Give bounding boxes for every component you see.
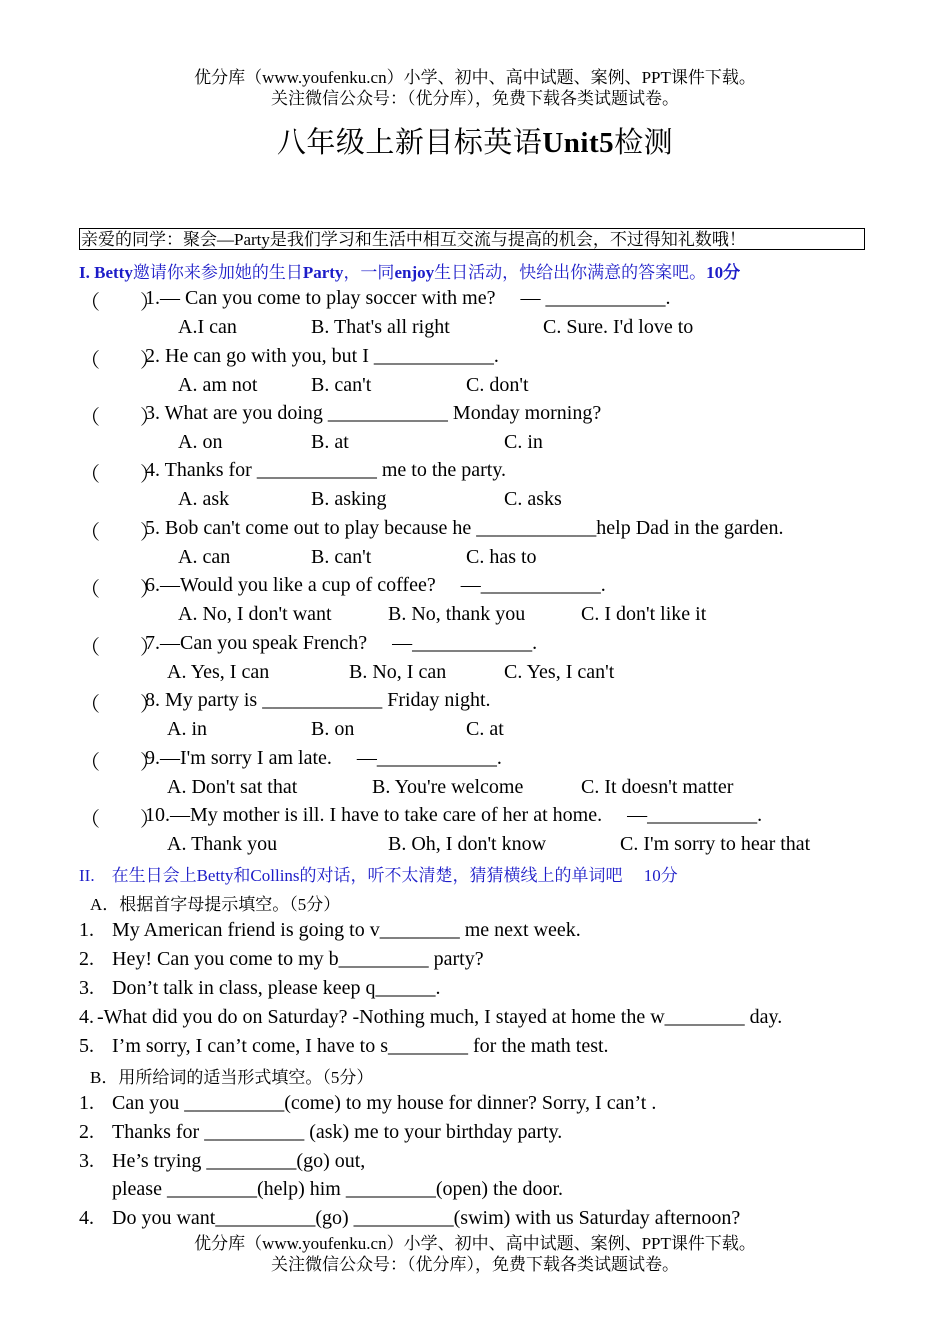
question-5: 5. Bob can't come out to play because he ____________help Dad in the garden.	[145, 517, 784, 539]
header-line-2: 关注微信公众号：（优分库），免费下载各类试题试卷。	[271, 89, 679, 108]
form-item: Can you __________(come) to my house for dinner? Sorry, I can’t .	[112, 1092, 657, 1114]
option-b: B. No, I can	[349, 661, 447, 683]
option-b: B. asking	[311, 488, 387, 510]
fill-item-number: 1.	[79, 919, 94, 941]
answer-paren[interactable]: （ ）	[80, 809, 160, 831]
question-4: 4. Thanks for ____________ me to the party.	[145, 459, 507, 481]
option-b: B. can't	[311, 546, 372, 568]
option-a: A.I can	[178, 316, 237, 338]
option-b: B. You're welcome	[372, 776, 524, 798]
option-c: C. in	[504, 431, 543, 453]
option-a: A. No, I don't want	[178, 603, 332, 625]
option-b: B. can't	[311, 374, 372, 396]
fill-item-number: 5.	[79, 1035, 94, 1057]
question-7: 7.—Can you speak French? —____________.	[145, 632, 538, 654]
answer-paren[interactable]: （ ）	[80, 752, 160, 774]
answer-paren[interactable]: （ ）	[80, 522, 160, 544]
option-a: A. am not	[178, 374, 258, 396]
question-2: 2. He can go with you, but I ____________.	[145, 345, 499, 367]
answer-paren[interactable]: （ ）	[80, 694, 160, 716]
part-b-heading: B．用所给词的适当形式填空。（5分）	[90, 1068, 374, 1087]
question-3: 3. What are you doing ____________ Monday morning?	[145, 402, 602, 424]
form-item-number: 2.	[79, 1121, 94, 1143]
option-a: A. Yes, I can	[167, 661, 270, 683]
form-item: He’s trying _________(go) out,	[112, 1150, 366, 1172]
option-b: B. That's all right	[311, 316, 450, 338]
option-c: C. at	[466, 718, 504, 740]
form-item-number: 4.	[79, 1207, 94, 1229]
footer-line-2: 关注微信公众号：（优分库），免费下载各类试题试卷。	[271, 1255, 679, 1274]
option-b: B. No, thank you	[388, 603, 526, 625]
footer-line-1: 优分库（www.youfenku.cn）小学、初中、高中试题、案例、PPT课件下载。	[194, 1234, 756, 1253]
question-8: 8. My party is ____________ Friday night.	[145, 689, 491, 711]
question-6: 6.—Would you like a cup of coffee? —____________.	[145, 574, 606, 596]
answer-paren[interactable]: （ ）	[80, 292, 160, 314]
page-title: 八年级上新目标英语Unit5检测	[276, 127, 674, 159]
form-item-number: 1.	[79, 1092, 94, 1114]
form-item: Thanks for __________ (ask) me to your birthday party.	[112, 1121, 563, 1143]
fill-item-number: 4.	[79, 1006, 94, 1028]
part-a-heading: A．根据首字母提示填空。（5分）	[90, 895, 341, 914]
option-a: A. Thank you	[167, 833, 278, 855]
option-a: A. Don't sat that	[167, 776, 298, 798]
question-9: 9.—I'm sorry I am late. —____________.	[145, 747, 502, 769]
fill-item: Don’t talk in class, please keep q______.	[112, 977, 441, 999]
option-c: C. Yes, I can't	[504, 661, 615, 683]
option-b: B. at	[311, 431, 349, 453]
option-a: A. can	[178, 546, 231, 568]
option-a: A. on	[178, 431, 223, 453]
option-c: C. has to	[466, 546, 537, 568]
notice-box: 亲爱的同学：聚会—Party是我们学习和生活中相互交流与提高的机会，不过得知礼数哦！	[79, 228, 865, 250]
option-c: C. It doesn't matter	[581, 776, 734, 798]
option-c: C. Sure. I'd love to	[543, 316, 694, 338]
option-c: C. I'm sorry to hear that	[620, 833, 811, 855]
fill-item: My American friend is going to v________ me next week.	[112, 919, 581, 941]
fill-item: Hey! Can you come to my b_________ party?	[112, 948, 484, 970]
section-1-heading: I. Betty邀请你来参加她的生日Party，一同enjoy生日活动，快给出你满意的答案吧。10分	[79, 263, 741, 282]
section-2-heading: II. 在生日会上Betty和Collins的对话，听不太清楚，猜猜横线上的单词吧 10分	[79, 866, 678, 885]
option-b: B. Oh, I don't know	[388, 833, 547, 855]
option-a: A. ask	[178, 488, 230, 510]
fill-item-number: 2.	[79, 948, 94, 970]
question-1: 1.— Can you come to play soccer with me? — ____________.	[145, 287, 671, 309]
answer-paren[interactable]: （ ）	[80, 407, 160, 429]
fill-item: -What did you do on Saturday? -Nothing much, I stayed at home the w________ day.	[97, 1006, 783, 1028]
option-b: B. on	[311, 718, 355, 740]
form-item: Do you want__________(go) __________(swim) with us Saturday afternoon?	[112, 1207, 741, 1229]
answer-paren[interactable]: （ ）	[80, 464, 160, 486]
option-a: A. in	[167, 718, 207, 740]
answer-paren[interactable]: （ ）	[80, 579, 160, 601]
fill-item-number: 3.	[79, 977, 94, 999]
form-item: please _________(help) him _________(open) the door.	[112, 1178, 564, 1200]
header-line-1: 优分库（www.youfenku.cn）小学、初中、高中试题、案例、PPT课件下载。	[194, 68, 756, 87]
form-item-number: 3.	[79, 1150, 94, 1172]
option-c: C. I don't like it	[581, 603, 707, 625]
answer-paren[interactable]: （ ）	[80, 350, 160, 372]
answer-paren[interactable]: （ ）	[80, 637, 160, 659]
option-c: C. asks	[504, 488, 562, 510]
question-10: 10.—My mother is ill. I have to take care of her at home. —___________.	[145, 804, 763, 826]
option-c: C. don't	[466, 374, 529, 396]
fill-item: I’m sorry, I can’t come, I have to s________ for the math test.	[112, 1035, 609, 1057]
